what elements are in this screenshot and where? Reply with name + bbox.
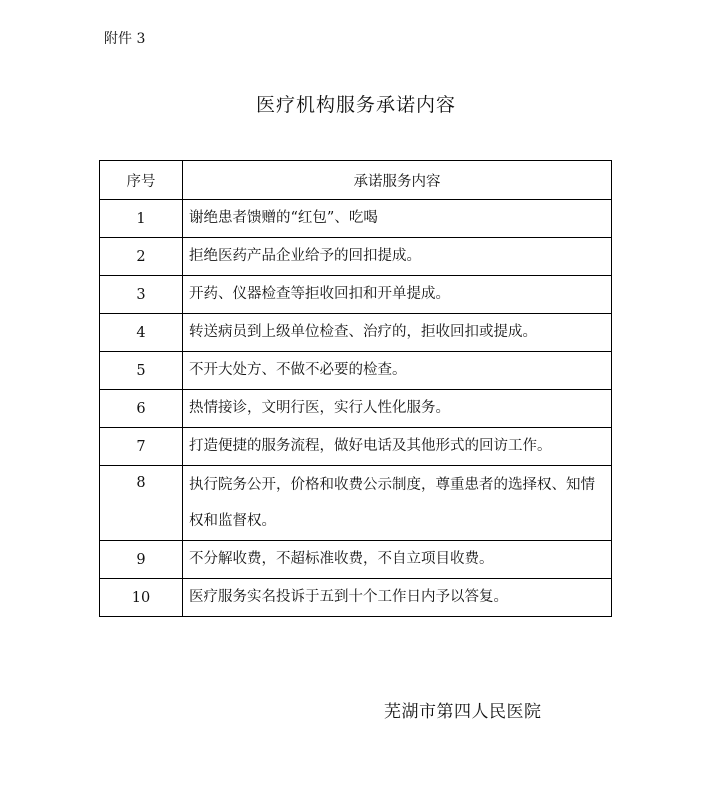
table-row <box>100 428 612 466</box>
document-title: 医疗机构服务承诺内容 <box>255 94 456 116</box>
row-number: 9 <box>100 541 183 579</box>
table-header-row <box>100 161 612 200</box>
table-row <box>100 314 612 352</box>
table-row <box>100 466 612 541</box>
row-number: 6 <box>100 390 183 428</box>
row-number: 1 <box>100 200 183 238</box>
row-number: 2 <box>100 238 183 276</box>
table-row <box>100 238 612 276</box>
row-content: 拒绝医药产品企业给予的回扣提成。 <box>183 238 612 276</box>
row-number: 3 <box>100 276 183 314</box>
table-row <box>100 541 612 579</box>
row-content: 不开大处方、不做不必要的检查。 <box>183 352 612 390</box>
row-number: 10 <box>100 579 183 617</box>
attachment-label: 附件 3 <box>104 31 146 47</box>
row-content: 谢绝患者馈赠的“红包”、吃喝 <box>183 200 612 238</box>
table-row <box>100 276 612 314</box>
header-content: 承诺服务内容 <box>183 161 612 200</box>
row-number: 4 <box>100 314 183 352</box>
row-content: 打造便捷的服务流程，做好电话及其他形式的回访工作。 <box>183 428 612 466</box>
row-content: 医疗服务实名投诉于五到十个工作日内予以答复。 <box>183 579 612 617</box>
hospital-signature: 芜湖市第四人民医院 <box>384 702 542 722</box>
row-number: 5 <box>100 352 183 390</box>
commitment-table <box>99 160 612 617</box>
row-content: 执行院务公开，价格和收费公示制度，尊重患者的选择权、知情权和监督权。 <box>183 466 612 541</box>
table-row <box>100 579 612 617</box>
row-content: 热情接诊，文明行医，实行人性化服务。 <box>183 390 612 428</box>
row-content: 转送病员到上级单位检查、治疗的，拒收回扣或提成。 <box>183 314 612 352</box>
row-content: 不分解收费，不超标准收费，不自立项目收费。 <box>183 541 612 579</box>
table-row <box>100 352 612 390</box>
header-number: 序号 <box>100 161 183 200</box>
table-row <box>100 200 612 238</box>
row-number: 8 <box>100 466 183 541</box>
table-row <box>100 390 612 428</box>
row-content: 开药、仪器检查等拒收回扣和开单提成。 <box>183 276 612 314</box>
row-number: 7 <box>100 428 183 466</box>
